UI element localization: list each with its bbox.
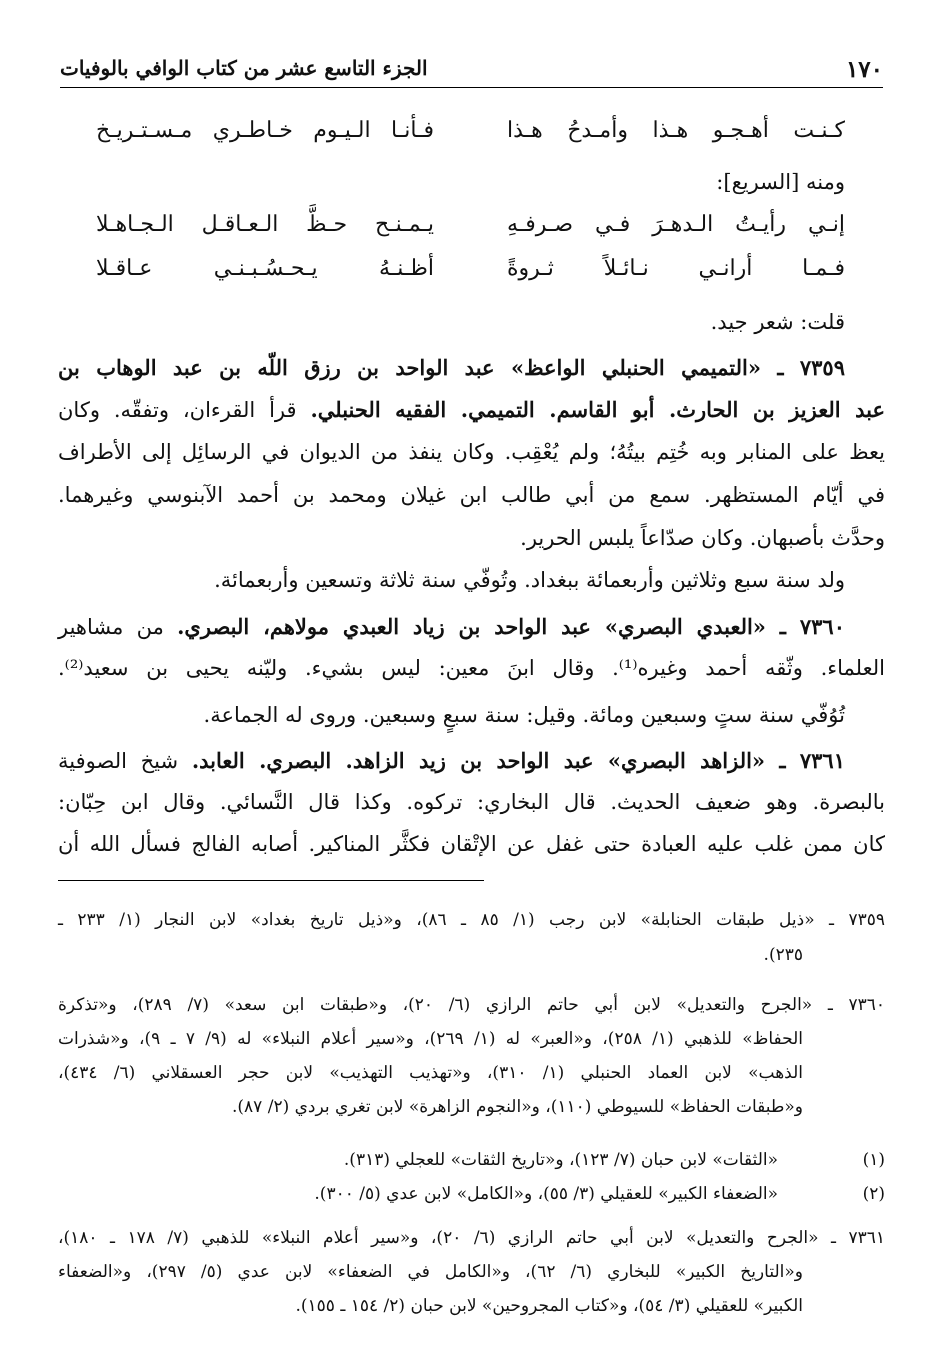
footnote-line: ٧٣٦١ ـ «الجرح والتعديل» لابن أبي حاتم الرازي (٦/ ٢٠)، و«سير أعلام النبلاء» للذهبي (٧/ ١٧٨ ـ ١٨٠)، — [58, 1228, 885, 1248]
footnote-line: الكبير» للعقيلي (٣/ ٥٤)، و«كتاب المجروحين» لابن حبان (٢/ ١٥٤ ـ ١٥٥). — [295, 1296, 803, 1316]
footnote-line: الذهب» لابن العماد الحنبلي (١/ ٣١٠)، و«تهذيب التهذيب» لابن حجر العسقلاني (٦/ ٤٣٤)، — [58, 1063, 803, 1083]
entry-text: شيخ الصوفية — [58, 749, 179, 773]
entry-7361-line: بالبصرة. وهو ضعيف الحديث. قال البخاري: تركوه. وكذا قال النَّسائي. وقال ابن حِبّان: — [58, 790, 885, 814]
entry-7360-line: تُوُفّي سنة ستٍ وسبعين ومائة. وقيل: سنة سبعٍ وسبعين. وروى له الجماعة. — [203, 703, 845, 727]
entry-7359-line: في أيّام المستظهر. سمع من أبي طالب ابن غيلان ومحمد بن أحمد الآبنوسي وغيرهما. — [58, 483, 885, 507]
footnote-line: الحفاظ» للذهبي (١/ ٢٥٨)، و«العبر» له (١/ ٢٦٩)، و«سير أعلام النبلاء» له (٩/ ٧ ـ ٩)، و«شذرات — [58, 1029, 804, 1049]
page-number: ١٧٠ — [845, 56, 883, 83]
verse-hemistich-second: فـأنـا الـيـوم خـاطـري مـسـتـريـخ — [96, 118, 434, 143]
entry-text: من مشاهير — [58, 615, 164, 639]
entry-7360-line: العلماء. وثّقه أحمد وغيره⁽¹⁾. وقال ابنَ معين: ليس بشيء. وليّنه يحيى بن سعيد⁽²⁾. — [58, 656, 885, 680]
footnote-line: ٧٣٦٠ ـ «الجرح والتعديل» لابن أبي حاتم الرازي (٦/ ٢٠)، و«طبقات ابن سعد» (٧/ ٢٨٩)، و«تذكرة — [58, 995, 885, 1015]
entry-7359-line — [58, 397, 885, 422]
running-header — [60, 48, 883, 88]
entry-heading-bold: ٧٣٦٠ ـ «العبدي البصري» عبد الواحد بن زياد العبدي مولاهم، البصري. — [177, 614, 845, 639]
verse-line — [96, 212, 845, 252]
entry-7361-line: كان ممن غلب عليه العبادة حتى غفل عن الإتْقان فكثَّر المناكير. أصابه الفالج فسأل الله أن — [58, 832, 885, 856]
header-rule — [60, 87, 883, 88]
entry-text: قرأ القرءان، وتفقّه. وكان — [58, 398, 297, 422]
footnote-line: «الضعفاء الكبير» للعقيلي (٣/ ٥٥)، و«الكامل» لابن عدي (٥/ ٣٠٠). — [314, 1184, 778, 1204]
entry-7359-line: وحدَّث بأصبهان. وكان صدّاعاً يلبس الحرير. — [520, 526, 885, 550]
footnote-line: و«طبقات الحفاظ» للسيوطي (١١٠)، و«النجوم الزاهرة» لابن تغري بردي (٢/ ٨٧). — [232, 1097, 803, 1117]
poem-intro: ومنه [السريع]: — [716, 170, 845, 194]
footnote-number: (٢) — [862, 1184, 885, 1204]
footnote-number: (١) — [862, 1150, 885, 1170]
entry-7359-line: يعظ على المنابر وبه خُتِم بيتُهُ؛ ولم يُعْقِب. وكان ينفذ من الديوان في الرسائِل إلى الأطراف — [58, 440, 885, 464]
verse-line — [96, 118, 845, 158]
entry-7359-line: ولد سنة سبع وثلاثين وأربعمائة ببغداد. وتُوفّي سنة ثلاثة وتسعين وأربعمائة. — [214, 568, 845, 592]
verse-hemistich-first: فـمـا أرانـي نـائـلاً ثـروةً — [507, 256, 845, 281]
footnote-line: ٧٣٥٩ ـ «ذيل طبقات الحنابلة» لابن رجب (١/ ٨٥ ـ ٨٦)، و«ذيل تاريخ بغداد» لابن النجار (١/ ٢٣٣ ـ — [58, 910, 885, 930]
entry-heading-bold: ٧٣٥٩ ـ «التميمي الحنبلي الواعظ» عبد الواحد بن رزق اللّه بن عبد الوهاب بن — [58, 355, 845, 380]
entry-7360-heading — [58, 614, 845, 639]
footnote-line: «الثقات» لابن حبان (٧/ ١٢٣)، و«تاريخ الثقات» للعجلي (٣١٣). — [343, 1150, 778, 1170]
verse-hemistich-second: أظـنـهُ يـحـسُـبـنـي عـاقـلا — [96, 256, 434, 281]
footnote-line: ٢٣٥). — [763, 945, 803, 965]
entry-7359-heading — [58, 355, 845, 380]
entry-heading-bold: ٧٣٦١ ـ «الزاهد البصري» عبد الواحد بن زيد الزاهد. البصري. العابد. — [191, 748, 845, 773]
verse-hemistich-first: كـنـت أهـجـو هـذا وأمـدحُ هـذا — [507, 118, 845, 143]
entry-heading-bold: عبد العزيز بن الحارث. أبو القاسم. التميمي. الفقيه الحنبلي. — [310, 397, 885, 422]
running-title: الجزء التاسع عشر من كتاب الوافي بالوفيات — [60, 56, 428, 80]
author-comment: قلت: شعر جيد. — [710, 310, 845, 334]
verse-hemistich-second: يـمـنـح حـظَّ الـعـاقـل الـجـاهـلا — [96, 212, 434, 237]
entry-7361-heading — [58, 748, 845, 773]
verse-hemistich-first: إنـي رأيـتُ الـدهـرَ فـي صـرفـهِ — [507, 212, 845, 237]
footnote-line: و«التاريخ الكبير» للبخاري (٦/ ٦٢)، و«الكامل في الضعفاء» لابن عدي (٥/ ٢٩٧)، و«الضعفاء — [58, 1262, 803, 1282]
footnote-rule — [58, 880, 484, 881]
verse-line — [96, 256, 845, 296]
